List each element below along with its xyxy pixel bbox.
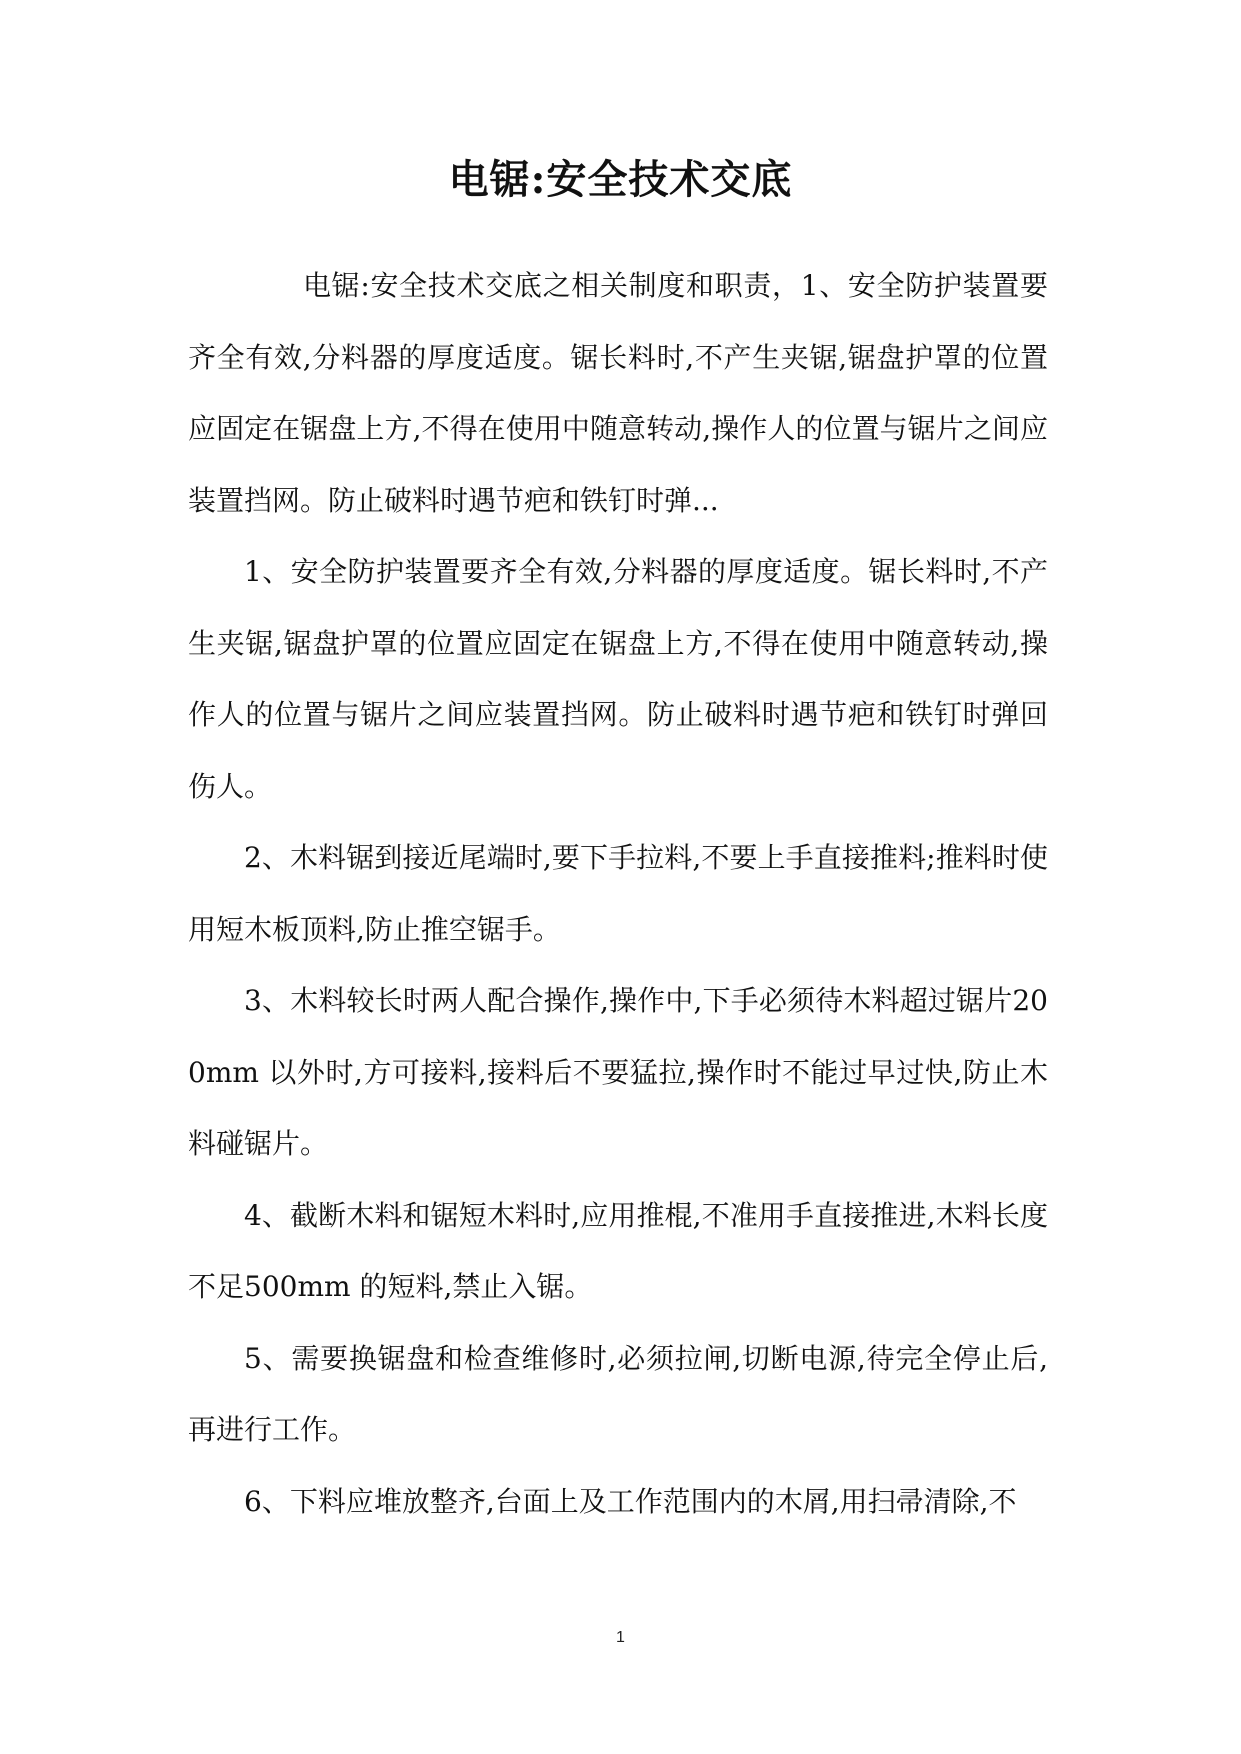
rule-paragraph-2: 2、木料锯到接近尾端时,要下手拉料,不要上手直接推料;推料时使用短木板顶料,防止推空锯手。 (188, 841, 1048, 946)
rule-paragraph-4: 4、截断木料和锯短木料时,应用推棍,不准用手直接推进,木料长度不足500mm 的短料,禁止入锯。 (188, 1198, 1048, 1303)
rule-paragraph-1: 1、安全防护装置要齐全有效,分料器的厚度适度。锯长料时,不产生夹锯,锯盘护罩的位置应固定在锯盘上方,不得在使用中随意转动,操作人的位置与锯片之间应装置挡网。防止破料时遇节疤和铁钉时弹回伤人。 (188, 555, 1048, 803)
rule-paragraph-3: 3、木料较长时两人配合操作,操作中,下手必须待木料超过锯片200mm 以外时,方可接料,接料后不要猛拉,操作时不能过早过快,防止木料碰锯片。 (188, 984, 1048, 1160)
document-body (188, 250, 1048, 1537)
page-number: 1 (616, 1629, 625, 1646)
rule-paragraph-5: 5、需要换锯盘和检查维修时,必须拉闸,切断电源,待完全停止后,再进行工作。 (188, 1341, 1048, 1446)
rule-paragraph-6: 6、下料应堆放整齐,台面上及工作范围内的木屑,用扫帚清除,不 (244, 1484, 1017, 1518)
document-title: 电锯:安全技术交底 (448, 156, 793, 203)
intro-paragraph: 电锯:安全技术交底之相关制度和职责，1、安全防护装置要齐全有效,分料器的厚度适度。锯长料时,不产生夹锯,锯盘护罩的位置应固定在锯盘上方,不得在使用中随意转动,操作人的位置与锯片之间应装置挡网。防止破料时遇节疤和铁钉时弹... (188, 269, 1048, 517)
